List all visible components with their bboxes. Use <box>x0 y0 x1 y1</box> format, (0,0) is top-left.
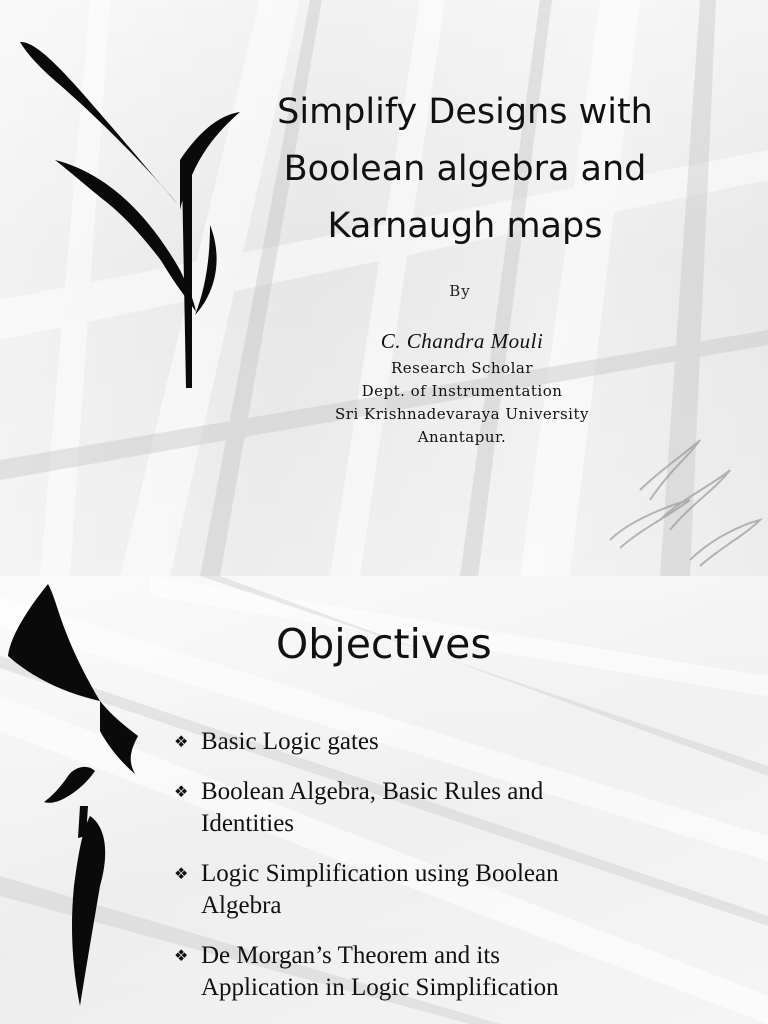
list-item <box>174 776 644 840</box>
calligraphy-ornament <box>0 0 250 400</box>
list-item-line: Boolean Algebra, Basic Rules and <box>201 778 544 805</box>
list-item-line: De Morgan’s Theorem and its <box>201 942 501 969</box>
slide-title <box>250 84 680 255</box>
list-item-line: Application in Logic Simplification <box>201 974 559 1001</box>
diamond-bullet-icon: ❖ <box>174 946 189 965</box>
author-university: Sri Krishnadevaraya University <box>335 405 589 423</box>
slide-title: Objectives <box>276 620 492 668</box>
diamond-bullet-icon: ❖ <box>174 782 189 801</box>
by-label: By <box>449 282 471 300</box>
list-item-text <box>201 726 379 758</box>
diamond-bullet-icon: ❖ <box>174 864 189 883</box>
list-item <box>174 940 644 1004</box>
title-line: Simplify Designs with <box>277 92 653 132</box>
list-item-line: Identities <box>201 810 295 837</box>
list-item-line: Algebra <box>201 892 282 919</box>
author-name: C. Chandra Mouli <box>380 329 544 353</box>
author-department: Dept. of Instrumentation <box>361 382 563 400</box>
list-item-text <box>201 776 543 840</box>
title-line: Boolean algebra and <box>283 149 647 189</box>
list-item <box>174 726 644 758</box>
list-item-text <box>201 858 559 922</box>
objectives-slide <box>0 576 768 1024</box>
list-item <box>174 858 644 922</box>
author-role: Research Scholar <box>391 359 533 377</box>
list-item-text <box>201 940 559 1004</box>
list-item-line: Basic Logic gates <box>201 728 379 755</box>
objectives-list <box>174 726 644 1022</box>
calligraphy-ornament <box>0 576 160 1024</box>
author-city: Anantapur. <box>417 428 507 446</box>
diamond-bullet-icon: ❖ <box>174 732 189 751</box>
list-item-line: Logic Simplification using Boolean <box>201 860 559 887</box>
title-line: Karnaugh maps <box>327 206 603 246</box>
